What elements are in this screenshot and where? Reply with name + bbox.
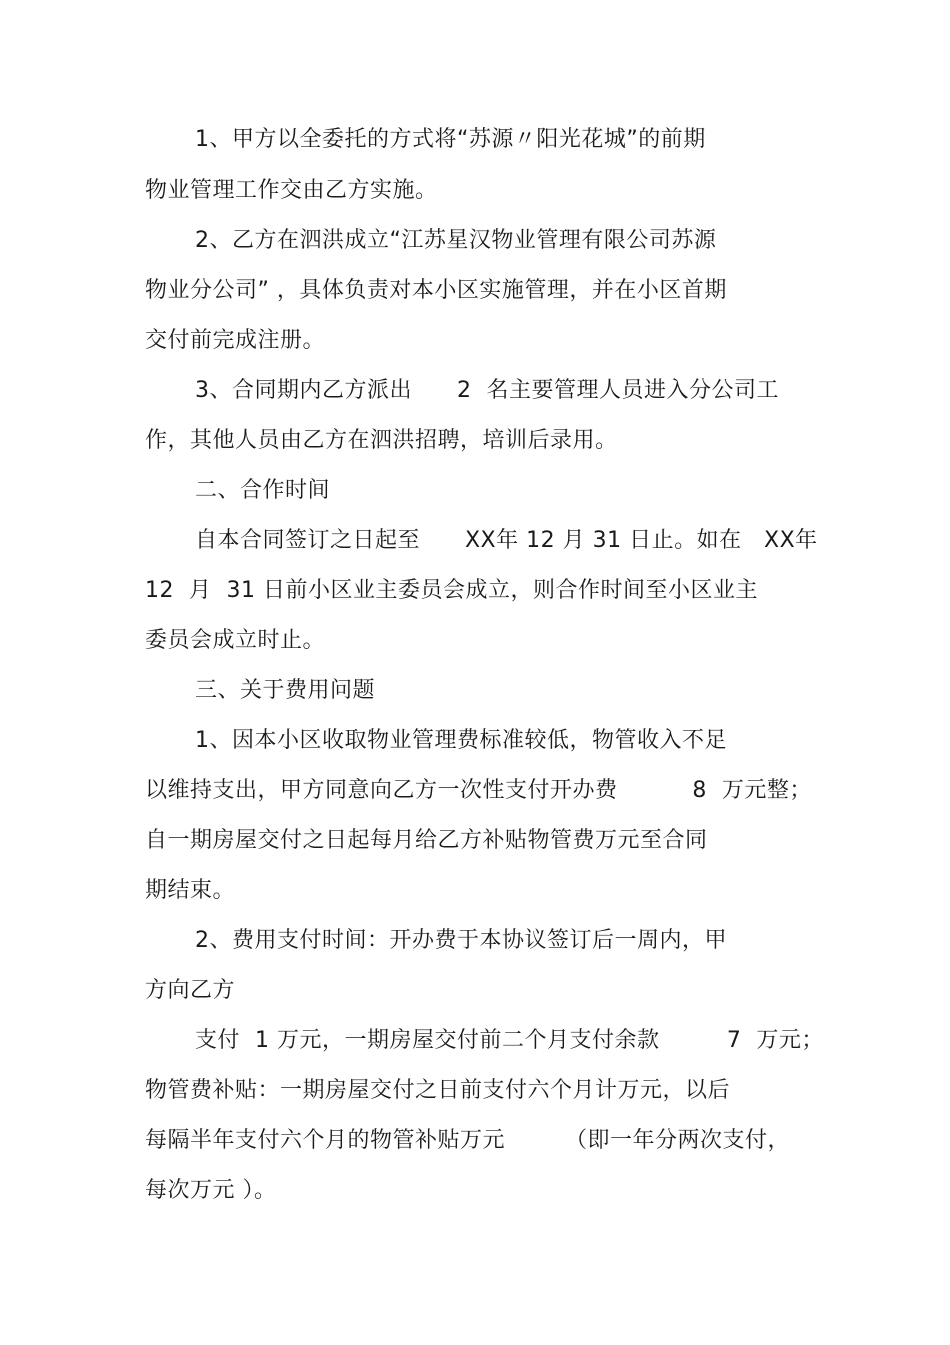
section-heading: 三、关于费用问题 [195, 678, 376, 703]
paragraph-line: 2、费用支付时间：开办费于本协议签订后一周内，甲 [195, 928, 727, 953]
paragraph-line: 物业分公司” ，具体负责对本小区实施管理，并在小区首期 [145, 278, 727, 303]
section-heading: 二、合作时间 [195, 478, 331, 503]
paragraph-line: 自本合同签订之日起至 XX年 12 月 31 日止。如在 XX年 [195, 528, 818, 553]
paragraph-line: 方向乙方 [145, 978, 236, 1003]
paragraph-line: 以维持支出，甲方同意向乙方一次性支付开办费 8 万元整； [145, 778, 812, 803]
paragraph-line: 委员会成立时止。 [145, 628, 326, 653]
paragraph-line: 期结束。 [145, 878, 236, 903]
paragraph-line: 交付前完成注册。 [145, 328, 326, 353]
paragraph-line: 自一期房屋交付之日起每月给乙方补贴物管费万元至合同 [145, 828, 708, 853]
paragraph-line: 物业管理工作交由乙方实施。 [145, 178, 438, 203]
paragraph-line: 支付 1 万元，一期房屋交付前二个月支付余款 7 万元； [195, 1028, 824, 1053]
paragraph-line: 物管费补贴：一期房屋交付之日前支付六个月计万元，以后 [145, 1078, 731, 1103]
paragraph-line: 12 月 31 日前小区业主委员会成立，则合作时间至小区业主 [145, 578, 758, 603]
paragraph-line: 1、甲方以全委托的方式将“苏源〃阳光花城”的前期 [195, 127, 706, 152]
paragraph-line: 每隔半年支付六个月的物管补贴万元 （即一年分两次支付， [145, 1128, 790, 1153]
paragraph-line: 3、合同期内乙方派出 2 名主要管理人员进入分公司工 [195, 378, 779, 403]
paragraph-line: 2、乙方在泗洪成立“江苏星汉物业管理有限公司苏源 [195, 228, 717, 253]
paragraph-line: 1、因本小区收取物业管理费标准较低，物管收入不足 [195, 728, 727, 753]
paragraph-line: 作，其他人员由乙方在泗洪招聘，培训后录用。 [145, 428, 618, 453]
paragraph-line: 每次万元 ）。 [145, 1178, 277, 1203]
